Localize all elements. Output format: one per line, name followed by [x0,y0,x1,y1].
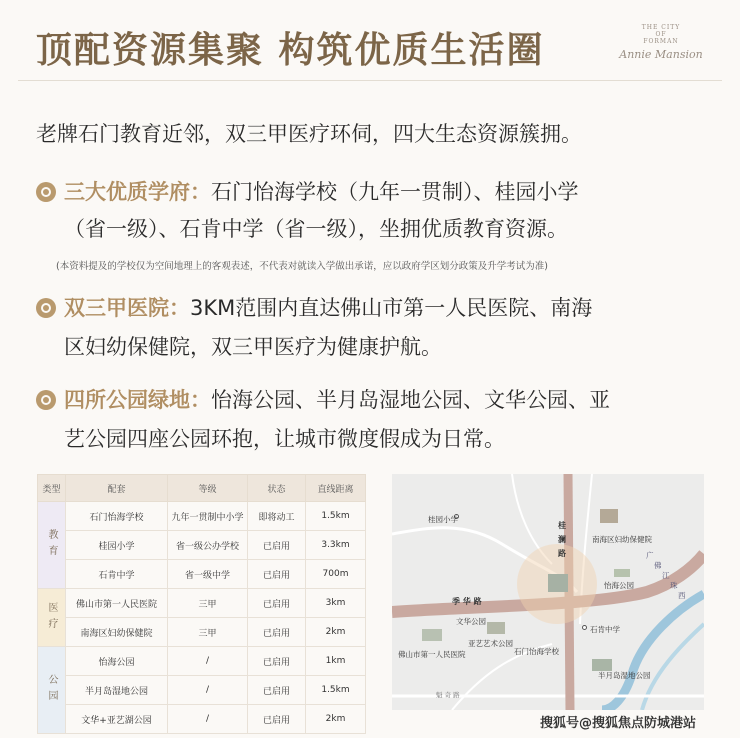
map-label-shiken-school: 石肯中学 [590,625,620,634]
table-row [38,560,366,589]
table-row [38,647,366,676]
col-header-distance: 直线距离 [306,475,366,502]
section-heading: 双三甲医院： [64,296,190,320]
map-label-foshan-hospital: 佛山市第一人民医院 [398,650,466,659]
table-cell: 即将动工 [248,502,306,531]
section-education [64,176,579,206]
table-cell: 700m [306,560,366,589]
table-cell: 已启用 [248,705,306,734]
table-cell: 桂园小学 [66,531,168,560]
map-label-river-2: 佛 [654,561,662,570]
type-cell-education: 教育 [38,502,66,589]
table-row [38,705,366,734]
map-label-bottom-road: 魁 奇 路 [436,691,460,699]
table-cell: 半月岛湿地公园 [66,676,168,705]
section-parks [64,384,610,414]
table-cell: 南海区妇幼保健院 [66,618,168,647]
location-map [392,474,704,710]
map-label-guilan2: 澜 [558,535,566,544]
section-heading: 四所公园绿地： [64,388,211,412]
col-header-grade: 等级 [168,475,248,502]
table-cell: 文华+亚艺湖公园 [66,705,168,734]
title-divider [18,80,722,81]
table-header-row [38,475,366,502]
table-cell: 2km [306,705,366,734]
map-label-guilan3: 路 [558,549,566,558]
table-cell: 已启用 [248,676,306,705]
col-header-status: 状态 [248,475,306,502]
table-cell: 怡海公园 [66,647,168,676]
col-header-type: 类型 [38,475,66,502]
section-hospital-line2: 区妇幼保健院，双三甲医疗为健康护航。 [64,335,442,359]
section-education-line2: （省一级）、石肯中学（省一级），坐拥优质教育资源。 [64,217,568,241]
brand-signature: Annie Mansion [619,48,703,61]
map-label-river-3: 江 [662,571,670,580]
bullet-icon [36,182,56,202]
table-cell: 已启用 [248,647,306,676]
col-header-facility: 配套 [66,475,168,502]
map-label-river-5: 西 [678,591,686,600]
table-cell: 省一级中学 [168,560,248,589]
map-label-jihua-road: 季 华 路 [452,597,482,606]
section-parks-line2: 艺公园四座公园环抱，让城市微度假成为日常。 [64,427,505,451]
map-label-yayi-park: 亚艺艺术公园 [468,639,513,648]
table-cell: 三甲 [168,589,248,618]
bullet-icon [36,390,56,410]
table-cell: 1.5km [306,676,366,705]
brand-line2: OF [655,31,667,38]
table-row [38,618,366,647]
map-label-river-1: 广 [646,551,654,560]
table-cell: 1km [306,647,366,676]
section-text: 石门怡海学校（九年一贯制）、桂园小学 [211,180,579,204]
section-text: 3KM范围内直达佛山市第一人民医院、南海 [190,296,593,320]
table-cell: 已启用 [248,589,306,618]
map-pin-icon [582,625,587,630]
intro-text: 老牌石门教育近邻，双三甲医疗环伺，四大生态资源簇拥。 [36,122,582,146]
facilities-table [37,474,366,734]
brand-logo [606,24,716,61]
table-row [38,502,366,531]
table-cell: 佛山市第一人民医院 [66,589,168,618]
table-cell: 3km [306,589,366,618]
table-cell: 2km [306,618,366,647]
map-label-banyue-park: 半月岛湿地公园 [598,671,651,680]
table-row [38,589,366,618]
table-cell: 已启用 [248,560,306,589]
table-cell: 三甲 [168,618,248,647]
table-cell: 石肯中学 [66,560,168,589]
brand-line1: THE CITY [641,24,681,31]
table-cell: 3.3km [306,531,366,560]
page-title: 顶配资源集聚 构筑优质生活圈 [36,29,545,71]
map-label-shimen-school: 石门怡海学校 [514,647,559,656]
bullet-icon [36,298,56,318]
table-row [38,676,366,705]
watermark-text: 搜狐号@搜狐焦点防城港站 [540,716,697,731]
map-roads [392,474,704,710]
table-cell: 已启用 [248,618,306,647]
table-cell: 九年一贯制中小学 [168,502,248,531]
table-cell: 石门怡海学校 [66,502,168,531]
section-hospital [64,292,592,322]
type-cell-medical: 医疗 [38,589,66,647]
table-cell: / [168,676,248,705]
map-label-guiyuan: 桂园小学 [428,515,458,524]
disclaimer-note: (本资料提及的学校仅为空间地理上的客观表述，不代表对就读入学做出承诺，应以政府学区划分政策及升学考试为准) [56,261,548,272]
brand-line3: FORMAN [643,38,679,45]
table-cell: / [168,705,248,734]
table-cell: / [168,647,248,676]
map-label-guilan1: 桂 [558,521,566,530]
map-label-nanhai-hospital: 南海区妇幼保健院 [592,535,652,544]
table-cell: 已启用 [248,531,306,560]
table-row [38,531,366,560]
map-label-wenhua-park: 文华公园 [456,617,486,626]
section-text: 怡海公园、半月岛湿地公园、文华公园、亚 [211,388,610,412]
table-cell: 省一级公办学校 [168,531,248,560]
type-cell-park: 公园 [38,647,66,734]
map-label-yihai-park: 怡海公园 [604,581,634,590]
table-cell: 1.5km [306,502,366,531]
map-label-river-4: 珠 [670,581,678,590]
section-heading: 三大优质学府： [64,180,211,204]
